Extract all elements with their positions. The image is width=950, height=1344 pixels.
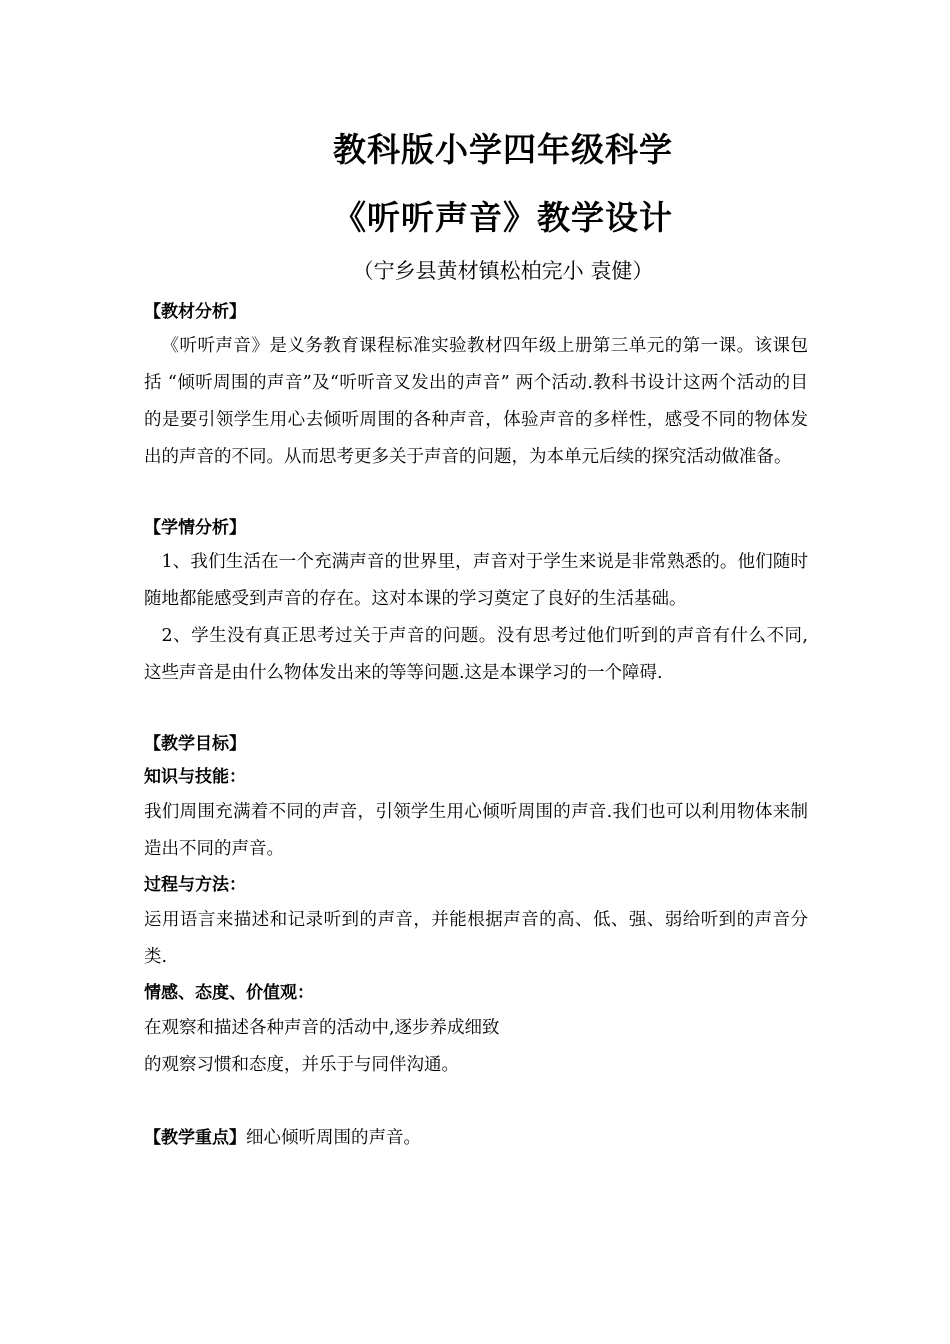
section-heading-material-analysis: 【教材分析】 [144, 302, 246, 322]
material-analysis-paragraph: 《听听声音》是义务教育课程标准实验教材四年级上册第三单元的第一课。该课包括 “倾听周围的声音”及“听听音叉发出的声音” 两个活动.教科书设计这两个活动的目的是要引领学生用心去倾听周围的各种声音，体验声音的多样性，感受不同的物体发出的声音的不同。从而思考更多关于声音的问题，为本单元后续的探究活动做准备。 [144, 336, 808, 467]
section-spacer [144, 692, 808, 728]
document-author: （宁乡县黄材镇松柏完小 袁健） [352, 259, 654, 283]
goal-values-line-2: 的观察习惯和态度，并乐于与同伴沟通。 [144, 1055, 459, 1075]
document-title-line1: 教科版小学四年级科学 [333, 130, 673, 169]
document-body [144, 296, 808, 1157]
goal-process-text: 运用语言来描述和记录听到的声音，并能根据声音的高、低、强、弱给听到的声音分类. [144, 910, 808, 967]
document-title-line2: 《听听声音》教学设计 [333, 198, 673, 237]
student-analysis-item-2: 2、学生没有真正思考过关于声音的问题。没有思考过他们听到的声音有什么不同,这些声音是由什么物体发出来的等等问题.这是本课学习的一个障碍. [144, 626, 808, 683]
goal-subheading-values: 情感、态度、价值观： [144, 983, 314, 1003]
section-spacer [144, 1084, 808, 1120]
goal-subheading-knowledge: 知识与技能： [144, 767, 246, 787]
section-heading-student-analysis: 【学情分析】 [144, 518, 246, 538]
section-heading-key-point: 【教学重点】 [144, 1128, 246, 1148]
section-heading-teaching-goals: 【教学目标】 [144, 734, 246, 754]
goal-knowledge-text: 我们周围充满着不同的声音，引领学生用心倾听周围的声音.我们也可以利用物体来制造出不同的声音。 [144, 802, 808, 859]
key-point-text: 细心倾听周围的声音。 [246, 1128, 421, 1148]
section-spacer [144, 476, 808, 512]
key-point-line [144, 1120, 808, 1157]
goal-values-line-1: 在观察和描述各种声音的活动中,逐步养成细致 [144, 1018, 500, 1038]
goal-subheading-process: 过程与方法： [144, 875, 246, 895]
student-analysis-item-1: 1、我们生活在一个充满声音的世界里，声音对于学生来说是非常熟悉的。他们随时随地都能感受到声音的存在。这对本课的学习奠定了良好的生活基础。 [144, 552, 808, 609]
